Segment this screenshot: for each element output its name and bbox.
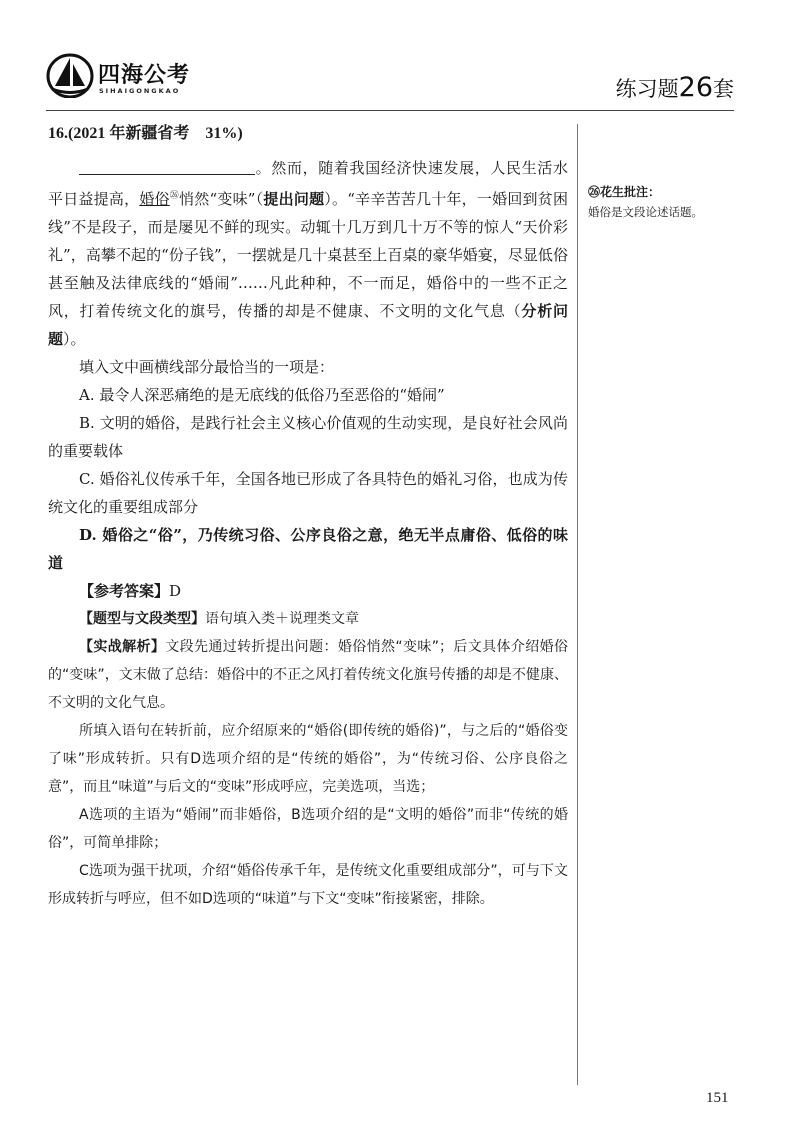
main-column <box>48 120 568 913</box>
tag-analyze-problem: 分析问题 <box>48 302 568 348</box>
sidebar-note-text: 婚俗是文段论述话题。 <box>588 205 703 219</box>
question-prompt: 填入文中画横线部分最恰当的一项是： <box>79 358 335 376</box>
note-marker: ㉖ <box>169 191 180 201</box>
option-c: C. 婚俗礼仪传承千年，全国各地已形成了各具特色的婚礼习俗，也成为传统文化的重要组成部分 <box>48 470 568 516</box>
question-source: (2021 年新疆省考 31%) <box>68 125 243 142</box>
sidebar-note <box>588 183 758 220</box>
analysis-intro: 【实战解析】文段先通过转折提出问题：婚俗悄然“变味”；后文具体介绍婚俗的“变味”，文末做了总结：婚俗中的不正之风打着传统文化旗号传播的却是不健康、不文明的文化气息。 <box>48 639 568 711</box>
page-number: 151 <box>706 1090 729 1106</box>
header-divider <box>46 110 734 111</box>
option-b: B. 文明的婚俗，是践行社会主义核心价值观的生动实现，是良好社会风尚的重要载体 <box>48 414 568 460</box>
series-prefix: 练习题 <box>615 77 679 101</box>
logo <box>46 52 206 104</box>
exercise-set-title <box>616 72 734 103</box>
question-heading <box>48 120 568 148</box>
analysis-paragraph: A选项的主语为“婚闹”而非婚俗，B选项介绍的是“文明的婚俗”而非“传统的婚俗”，可简单排除； <box>48 807 568 851</box>
analysis-paragraph: C选项为强干扰项，介绍“婚俗传承千年，是传统文化重要组成部分”，可与下文形成转折与呼应，但不如D选项的“味道”与下文“变味”衔接紧密，排除。 <box>48 863 568 907</box>
column-divider <box>577 124 578 1085</box>
analysis-paragraph: 所填入语句在转折前，应介绍原来的“婚俗(即传统的婚俗)”，与之后的“婚俗变了味”形成转折。只有D选项介绍的是“传统的婚俗”，为“传统习俗、公序良俗之意”，而且“味道”与后文的“变味”形成呼应，完美选项，当选； <box>48 723 568 795</box>
option-d: D. 婚俗之“俗”，乃传统习俗、公序良俗之意，绝无半点庸俗、低俗的味道 <box>48 526 568 572</box>
reference-answer: 【参考答案】D <box>79 582 182 600</box>
sailboat-logo-icon <box>46 52 94 98</box>
question-passage: 。然而，随着我国经济快速发展，人民生活水平日益提高，婚俗$^㉖$悄然“变味”（提出问题）。“辛辛苦苦几十年，一婚回到贫困线”不是段子，而是屡见不鲜的现实。动辄十几万到几十万不等的惊人“天价彩礼”，高攀不起的“份子钱”，一摆就是几十桌甚至上百桌的豪华婚宴，尽显低俗甚至触及法律底线的“婚闹”……凡此种种，不一而足，婚俗中的一些不正之风，打着传统文化的旗号，传播的却是不健康、不文明的文化气息（分析问题）。 <box>48 159 568 348</box>
hunsu-term: 婚俗 <box>139 190 170 208</box>
series-suffix: 套 <box>713 77 734 101</box>
fill-in-blank <box>79 158 255 175</box>
series-number: 26 <box>678 72 713 103</box>
sidebar-note-title: ㉖花生批注： <box>588 185 661 199</box>
question-number: 16. <box>48 125 68 142</box>
question-type: 【题型与文段类型】语句填入类＋说理类文章 <box>79 611 359 627</box>
option-a: A. 最令人深恶痛绝的是无底线的低俗乃至恶俗的“婚闹” <box>79 386 445 404</box>
tag-raise-problem: 提出问题 <box>263 190 325 208</box>
logo-name: 四海公考 <box>98 63 191 88</box>
logo-subtitle: SIHAIGONGKAO <box>99 87 181 95</box>
